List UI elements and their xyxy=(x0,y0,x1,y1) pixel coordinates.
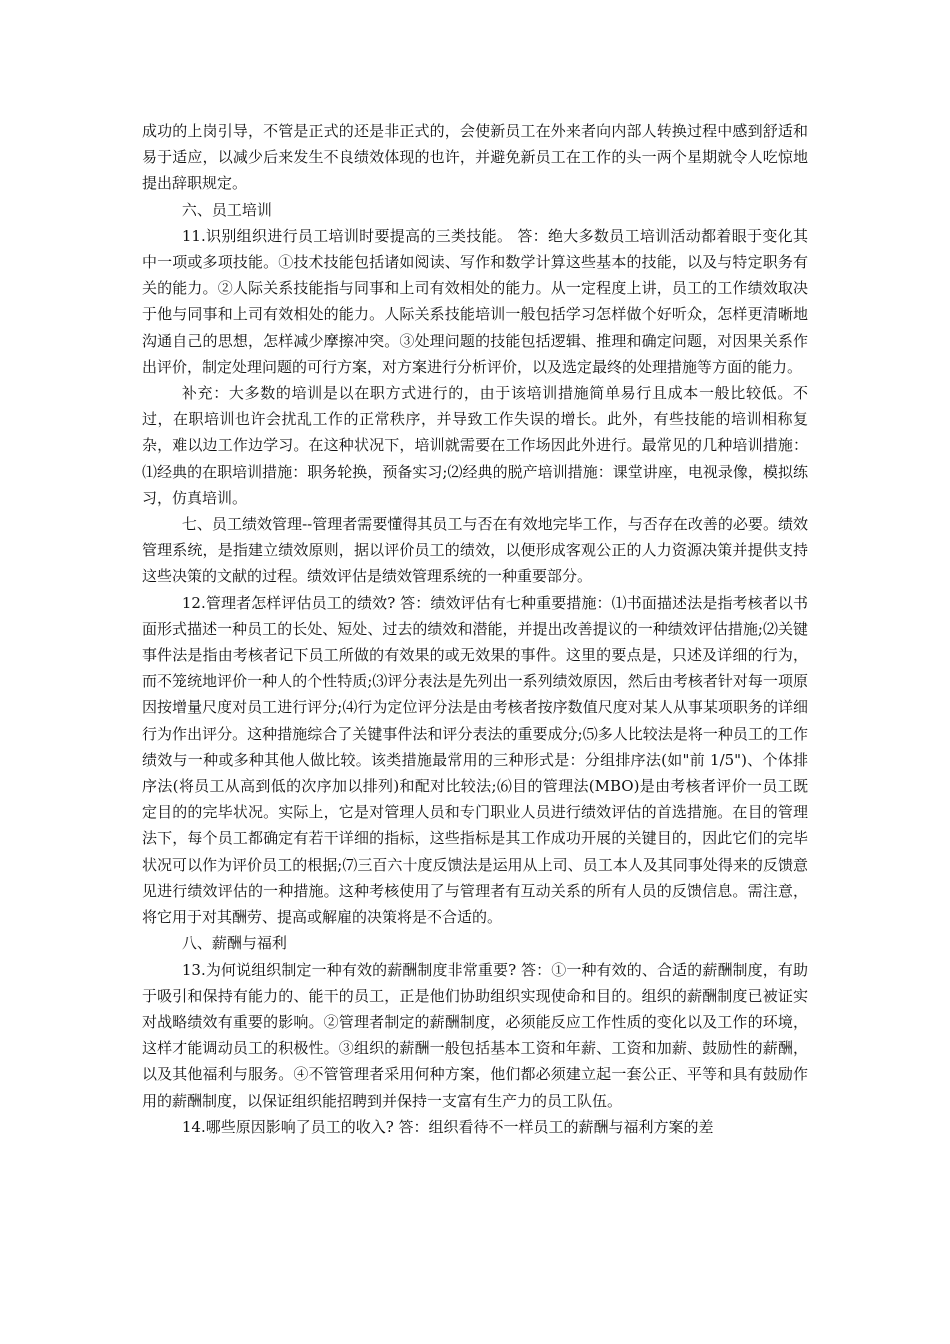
paragraph-q14-income: 14.哪些原因影响了员工的收入? 答：组织看待不一样员工的薪酬与福利方案的差 xyxy=(181,1117,714,1136)
paragraph-supplement-training: 补充：大多数的培训是以在职方式进行的，由于该培训措施简单易行且成本一般比较低。不过，在职培训也许会扰乱工作的正常秩序，并导致工作失误的增长。此外，有些技能的培训相称复杂，难以边工作边学习。在这种状况下，培训就需要在工作场因此外进行。最常见的几种培训措施：⑴经典的在职培训措施：职务轮换，预备实习;⑵经典的脱产培训措施：课堂讲座，电视录像，模拟练习，仿真培训。 xyxy=(142,384,808,507)
paragraph-q13-compensation: 13.为何说组织制定一种有效的薪酬制度非常重要? 答：①一种有效的、合适的薪酬制度，有助于吸引和保持有能力的、能干的员工，正是他们协助组织实现使命和目的。组织的薪酬制度已被证实对战略绩效有重要的影响。②管理者制定的薪酬制度，必须能反应工作性质的变化以及工作的环境，这样才能调动员工的积极性。③组织的薪酬一般包括基本工资和年薪、工资和加薪、鼓励性的薪酬，以及其他福利与服务。④不管管理者采用何种方案，他们都必须建立起一套公正、平等和具有鼓励作用的薪酬制度，以保证组织能招聘到并保持一支富有生产力的员工队伍。 xyxy=(142,960,808,1110)
paragraph-onboarding-conclusion: 成功的上岗引导，不管是正式的还是非正式的，会使新员工在外来者向内部人转换过程中感到舒适和易于适应，以减少后来发生不良绩效体现的也许，并避免新员工在工作的头一两个星期就令人吃惊地提出辞职规定。 xyxy=(142,122,808,193)
section-heading-compensation: 八、薪酬与福利 xyxy=(181,934,287,953)
paragraph-q12-appraisal: 12.管理者怎样评估员工的绩效? 答：绩效评估有七种重要措施：⑴书面描述法是指考核者以书面形式描述一种员工的长处、短处、过去的绩效和潜能，并提出改善提议的一种绩效评估措施;⑵关键事件法是指由考核者记下员工所做的有效果的或无效果的事件。这里的要点是，只述及详细的行为，而不笼统地评价一种人的个性特质;⑶评分表法是先列出一系列绩效原因，然后由考核者针对每一项原因按增量尺度对员工进行评分;⑷行为定位评分法是由考核者按序数值尺度对某人从事某项职务的详细行为作出评分。这种措施综合了关键事件法和评分表法的重要成分;⑸多人比较法是将一种员工的工作绩效与一种或多种其他人做比较。该类措施最常用的三种形式是：分组排序法(如"前 1/5")、个体排序法(将员工从高到低的次序加以排列)和配对比较法;⑹目的管理法(MBO)是由考核者评价一员工既定目的的完毕状况。实际上，它是对管理人员和专门职业人员进行绩效评估的首选措施。在目的管理法下，每个员工都确定有若干详细的指标，这些指标是其工作成功开展的关键目的，因此它们的完毕状况可以作为评价员工的根据;⑺三百六十度反馈法是运用从上司、员工本人及其同事处得来的反馈意见进行绩效评估的一种措施。这种考核使用了与管理者有互动关系的所有人员的反馈信息。需注意，将它用于对其酬劳、提高或解雇的决策将是不合适的。 xyxy=(142,593,808,927)
paragraph-q11-skills: 11.识别组织进行员工培训时要提高的三类技能。 答：绝大多数员工培训活动都着眼于变化其中一项或多项技能。①技术技能包括诸如阅读、写作和数学计算这些基本的技能，以及与特定职务有关的能力。②人际关系技能指与同事和上司有效相处的能力。从一定程度上讲，员工的工作绩效取决于他与同事和上司有效相处的能力。人际关系技能培训一般包括学习怎样做个好听众，怎样更清晰地沟通自己的思想，怎样减少摩擦冲突。③处理问题的技能包括逻辑、推理和确定问题，对因果关系作出评价，制定处理问题的可行方案，对方案进行分析评价，以及选定最终的处理措施等方面的能力。 xyxy=(142,226,808,376)
section-heading-training: 六、员工培训 xyxy=(181,200,272,219)
document-page xyxy=(142,118,808,1140)
paragraph-performance-management: 七、员工绩效管理--管理者需要懂得其员工与否在有效地完毕工作，与否存在改善的必要。绩效管理系统，是指建立绩效原则，据以评价员工的绩效，以便形成客观公正的人力资源决策并提供支持这些决策的文献的过程。绩效评估是绩效管理系统的一种重要部分。 xyxy=(142,515,808,586)
